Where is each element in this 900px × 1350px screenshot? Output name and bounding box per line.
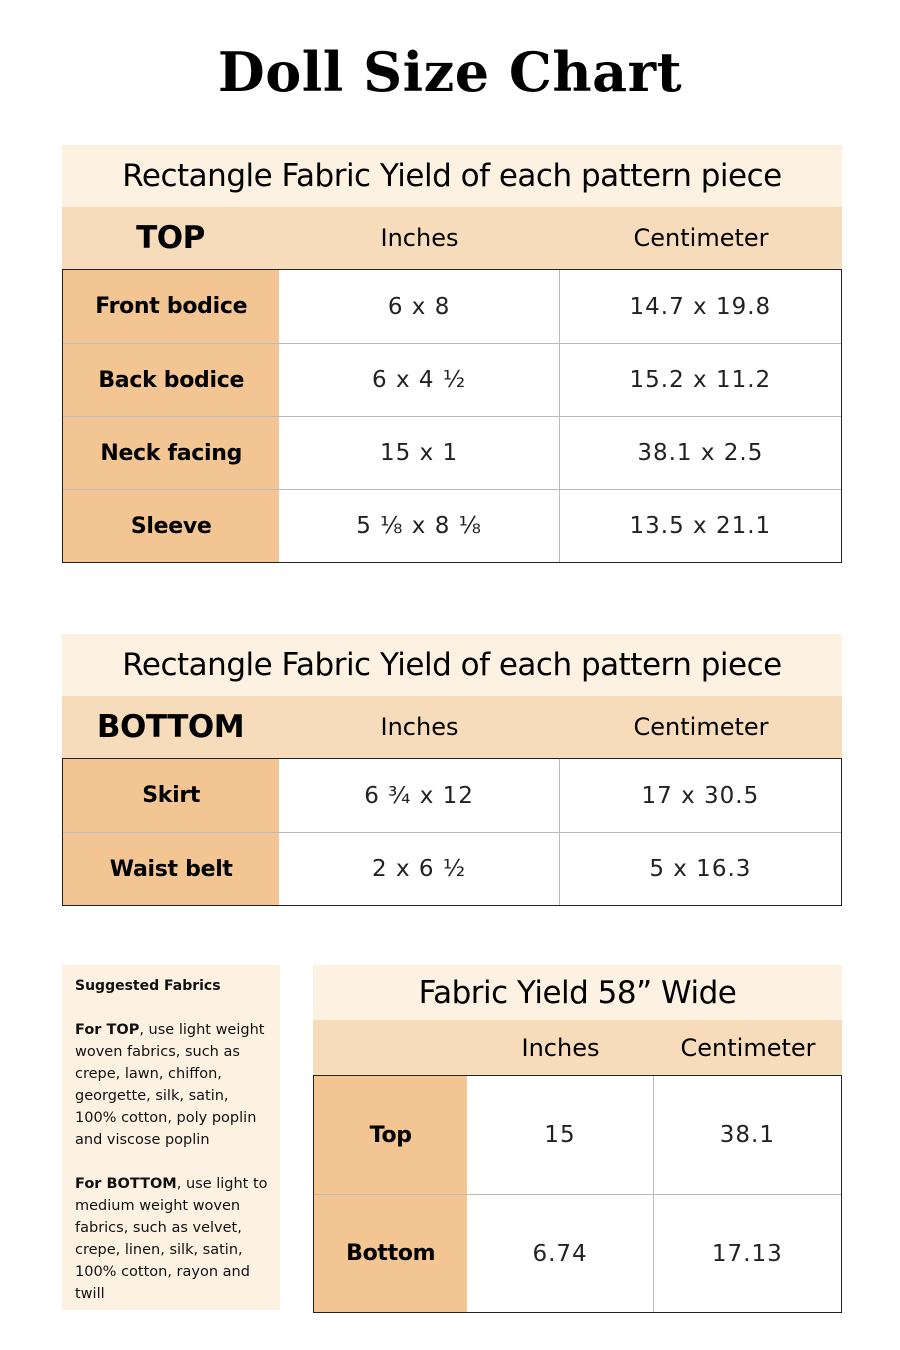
table-row <box>314 1194 841 1312</box>
bottom-fabrics-lead: For BOTTOM <box>75 1176 177 1192</box>
bottom-table-body <box>62 758 842 906</box>
yield-inches-header: Inches <box>521 1033 600 1062</box>
top-table-body <box>62 269 842 563</box>
bottom-fabrics-text: , use light to medium weight woven fabrics, such as velvet, crepe, linen, silk, satin, 100% cotton, rayon and twill <box>75 1176 268 1302</box>
fabric-yield-body <box>313 1075 842 1313</box>
row-label: Bottom <box>314 1195 467 1312</box>
row-label: Front bodice <box>63 270 279 343</box>
top-inches-header: Inches <box>380 224 459 252</box>
top-fabrics-note <box>75 1019 268 1151</box>
row-label: Top <box>314 1076 467 1194</box>
suggested-fabrics-panel <box>62 965 280 1310</box>
table-row <box>63 759 841 832</box>
centimeter-value: 13.5 x 21.1 <box>629 513 772 539</box>
bottom-section-label: BOTTOM <box>96 709 245 745</box>
table-row <box>63 270 841 343</box>
table-row <box>63 416 841 489</box>
table-row <box>314 1076 841 1194</box>
top-table-header <box>62 207 842 269</box>
row-label: Skirt <box>63 759 279 832</box>
centimeter-value: 38.1 <box>719 1122 775 1148</box>
bottom-inches-header: Inches <box>380 713 459 741</box>
top-centimeter-header: Centimeter <box>633 224 769 252</box>
fabric-yield-table <box>313 965 842 1313</box>
bottom-fabrics-note <box>75 1173 268 1305</box>
centimeter-value: 15.2 x 11.2 <box>629 367 772 393</box>
centimeter-value: 17.13 <box>711 1240 783 1267</box>
bottom-table-header <box>62 696 842 758</box>
row-label: Waist belt <box>63 833 279 905</box>
top-table-title: Rectangle Fabric Yield of each pattern piece <box>62 145 842 207</box>
page-title: Doll Size Chart <box>217 40 683 104</box>
row-label: Back bodice <box>63 344 279 416</box>
fabric-yield-header <box>313 1020 842 1075</box>
inches-value: 6 ¾ x 12 <box>279 759 559 832</box>
top-table <box>62 145 842 563</box>
top-fabrics-text: , use light weight woven fabrics, such as crepe, lawn, chiffon, georgette, silk, satin, 100% cotton, poly poplin and viscose poplin <box>75 1022 265 1148</box>
bottom-table <box>62 634 842 906</box>
inches-value: 6 x 4 ½ <box>279 344 559 416</box>
yield-centimeter-header: Centimeter <box>680 1033 816 1062</box>
inches-value: 2 x 6 ½ <box>279 833 559 905</box>
centimeter-value: 5 x 16.3 <box>649 856 752 882</box>
centimeter-value: 17 x 30.5 <box>641 782 760 809</box>
top-section-label: TOP <box>136 220 205 256</box>
bottom-table-title: Rectangle Fabric Yield of each pattern piece <box>62 634 842 696</box>
top-fabrics-lead: For TOP <box>75 1022 140 1038</box>
fabric-yield-title: Fabric Yield 58” Wide <box>313 965 842 1020</box>
bottom-centimeter-header: Centimeter <box>633 713 769 741</box>
inches-value: 5 ⅛ x 8 ⅛ <box>279 490 559 562</box>
inches-value: 6.74 <box>467 1195 653 1312</box>
inches-value: 6 x 8 <box>279 270 559 343</box>
inches-value: 15 x 1 <box>279 417 559 489</box>
row-label: Sleeve <box>63 490 279 562</box>
inches-value: 15 <box>467 1076 653 1194</box>
centimeter-value: 14.7 x 19.8 <box>629 293 772 320</box>
centimeter-value: 38.1 x 2.5 <box>637 440 764 466</box>
suggested-fabrics-heading: Suggested Fabrics <box>75 978 221 994</box>
row-label: Neck facing <box>63 417 279 489</box>
table-row <box>63 343 841 416</box>
table-row <box>63 832 841 905</box>
table-row <box>63 489 841 562</box>
